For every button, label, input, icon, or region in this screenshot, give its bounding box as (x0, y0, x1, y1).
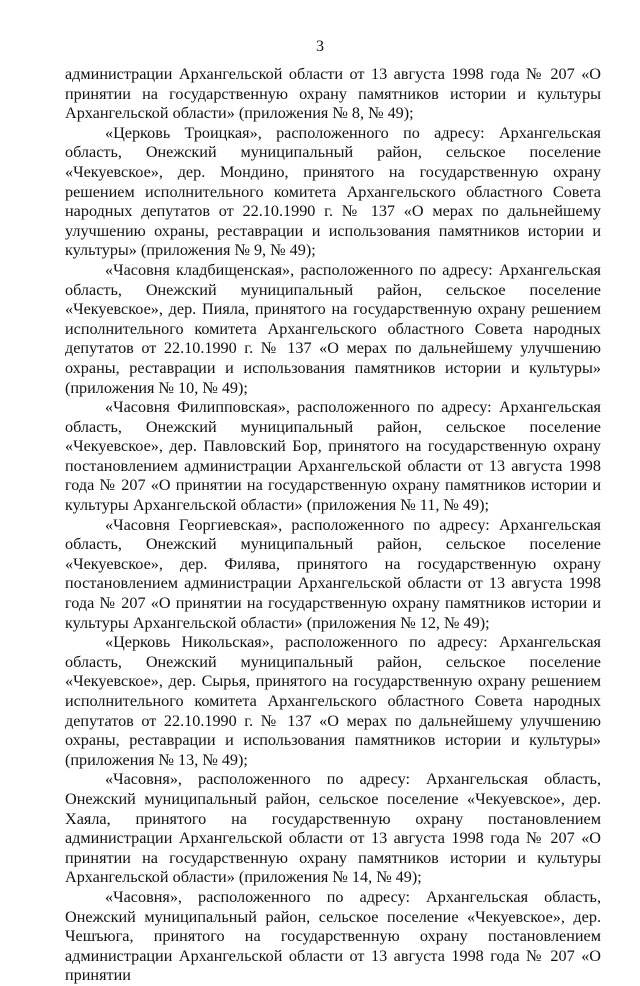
paragraph-chapel-filippovskaya: «Часовня Филипповская», расположенного по адресу: Архангельская область, Онежский муниципальный район, сельское поселение «Чекуевское», дер. Павловский Бор, принятого на государственную охрану постановлением администрации Архангельской области от 13 августа 1998 года № 207 «О принятии на государственную охрану памятников истории и культуры Архангельской области» (приложения № 11, № 49); (65, 398, 601, 515)
page-number: 3 (316, 38, 324, 55)
paragraph-church-nikolskaya: «Церковь Никольская», расположенного по адресу: Архангельская область, Онежский муниципальный район, сельское поселение «Чекуевское», дер. Сырья, принятого на государственную охрану решением исполнительного комитета Архангельского областного Совета народных депутатов от 22.10.1990 г. № 137 «О мерах по дальнейшему улучшению охраны, реставрации и использования памятников истории и культуры» (приложения № 13, № 49); (65, 633, 601, 769)
paragraph-chapel-cemetery: «Часовня кладбищенская», расположенного по адресу: Архангельская область, Онежский муниципальный район, сельское поселение «Чекуевское», дер. Пияла, принятого на государственную охрану решением исполнительного комитета Архангельского областного Совета народных депутатов от 22.10.1990 г. № 137 «О мерах по дальнейшему улучшению охраны, реставрации и использования памятников истории и культуры» (приложения № 10, № 49); (65, 260, 601, 397)
document-body (65, 65, 601, 986)
paragraph-church-troitskaya: «Церковь Троицкая», расположенного по адресу: Архангельская область, Онежский муниципальный район, сельское поселение «Чекуевское», дер. Мондино, принятого на государственную охрану решением исполнительного комитета Архангельского областного Совета народных депутатов от 22.10.1990 г. № 137 «О мерах по дальнейшему улучшению охраны, реставрации и использования памятников истории и культуры» (приложения № 9, № 49); (65, 123, 601, 260)
paragraph-chapel-georgievskaya: «Часовня Георгиевская», расположенного по адресу: Архангельская область, Онежский муниципальный район, сельское поселение «Чекуевское», дер. Филява, принятого на государственную охрану постановлением администрации Архангельской области от 13 августа 1998 года № 207 «О принятии на государственную охрану памятников истории и культуры Архангельской области» (приложения № 12, № 49); (65, 515, 601, 632)
paragraph-chapel-cheshyuga: «Часовня», расположенного по адресу: Архангельская область, Онежский муниципальный район, сельское поселение «Чекуевское», дер. Чешъюга, принятого на государственную охрану постановлением администрации Архангельской области от 13 августа 1998 года № 207 «О принятии (65, 887, 601, 985)
paragraph-continuation: администрации Архангельской области от 13 августа 1998 года № 207 «О принятии на государственную охрану памятников истории и культуры Архангельской области» (приложения № 8, № 49); (65, 65, 601, 123)
paragraph-chapel-khayala: «Часовня», расположенного по адресу: Архангельская область, Онежский муниципальный район, сельское поселение «Чекуевское», дер. Хаяла, принятого на государственную охрану постановлением администрации Архангельской области от 13 августа 1998 года № 207 «О принятии на государственную охрану памятников истории и культуры Архангельской области» (приложения № 14, № 49); (65, 770, 601, 887)
